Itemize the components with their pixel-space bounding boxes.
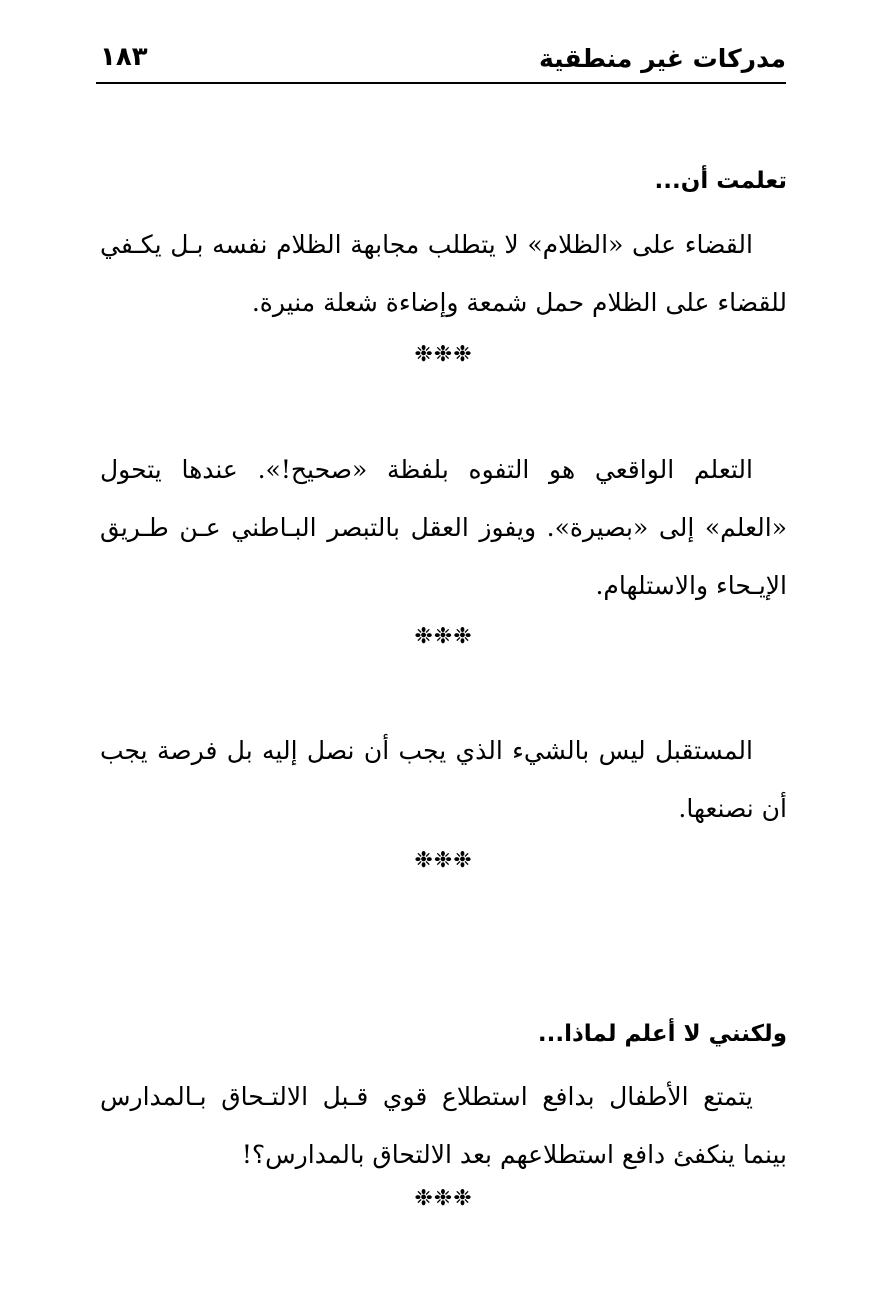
section-learned	[100, 168, 787, 196]
asterism-separator	[0, 342, 887, 367]
asterism-separator	[0, 848, 887, 873]
asterism-separator	[0, 1186, 887, 1211]
running-header	[96, 36, 786, 84]
section-heading: ولكنني لا أعلم لماذا...	[537, 1021, 787, 1047]
paragraph: المستقبل ليس بالشيء الذي يجب أن نصل إليه بل فرصة يجب أن نصنعها.	[100, 736, 787, 823]
paragraph-block	[100, 722, 787, 838]
asterism-icon: ❉❉❉	[414, 624, 473, 649]
section-but-why	[100, 1021, 787, 1049]
paragraph-block	[100, 216, 787, 332]
paragraph: التعلم الواقعي هو التفوه بلفظة «صحيح!». عندها يتحول «العلم» إلى «بصيرة». ويفوز العقل بالتبصر البـاطني عـن طـريق الإيـحاء والاستلهام.	[100, 455, 787, 600]
asterism-icon: ❉❉❉	[414, 1186, 473, 1211]
asterism-icon: ❉❉❉	[414, 848, 473, 873]
paragraph-block	[100, 441, 787, 615]
paragraph: يتمتع الأطفال بدافع استطلاع قوي قـبل الالتـحاق بـالمدارس بينما ينكفئ دافع استطلاعهم بعد الالتحاق بالمدارس؟!	[100, 1082, 787, 1169]
paragraph-block	[100, 1068, 787, 1184]
asterism-separator	[0, 624, 887, 649]
running-title: مدركات غير منطقية	[539, 44, 786, 73]
section-heading: تعلمت أن...	[654, 168, 787, 194]
page-number: ١٨٣	[100, 42, 148, 72]
paragraph: القضاء على «الظلام» لا يتطلب مجابهة الظلام نفسه بـل يكـفي للقضاء على الظلام حمل شمعة وإضاءة شعلة منيرة.	[100, 230, 787, 317]
asterism-icon: ❉❉❉	[414, 342, 473, 367]
